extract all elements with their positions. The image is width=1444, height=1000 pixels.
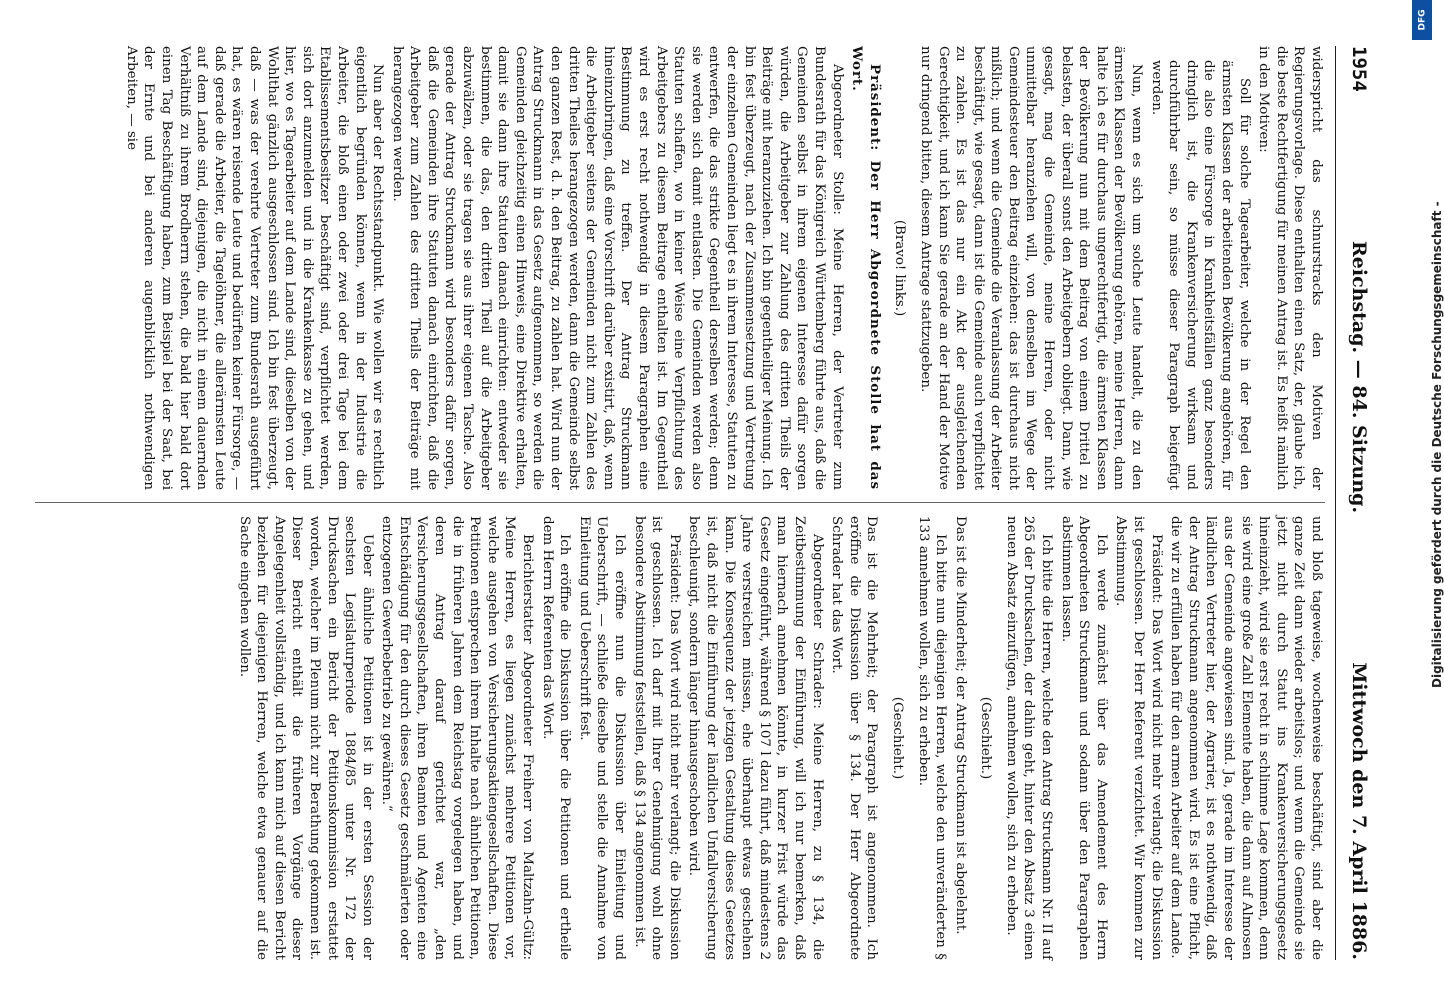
left-column	[35, 46, 1325, 490]
paragraph: Ich eröffne die Diskussion über die Petitionen und ertheile dem Herrn Referenten das Wort.	[539, 516, 573, 960]
paragraph: Ich bitte die Herren, welche den Antrag Struckmann Nr. II auf 265 der Drucksachen, der dahin geht, hinter den Absatz 3 einen neuen Absatz einzufügen, annehmen wollen, sich zu erheben.	[1003, 516, 1055, 960]
right-column	[35, 516, 1325, 960]
digitization-note: Digitalisierung gefördert durch die Deutsche Forschungsgemeinschaft -	[1430, 201, 1444, 688]
interjection: (Geschieht.)	[978, 696, 994, 780]
speaker-line: Abgeordneter Schrader: Meine Herren, zu § 134, die Zeitbestimmung der Einführung, will ich nur bemerken, daß man hiernach annehmen könnte, in kurzer Frist würde das Gesetz eingeführt, während § 107 l dazu führt, daß mindestens 2 Jahre verstreichen müssen, ehe überhaupt etwas geschehen kann. Die Konsequenz der jetzigen Gestaltung dieses Gesetzes ist, daß nicht die Einführung der ländlichen Unfallversicherung beschleunigt, sondern länger hinausgeschoben wird.	[686, 516, 825, 960]
paragraph: Nun, wenn es sich um solche Leute handelt, die zu den ärmsten Klassen der Bevölkerung gehören, meine Herren, dann halte ich es für durchaus ungerechtfertigt, die ärmsten Klassen der Bevölkerung nun mit dem Beitrag von einem Drittel zu belasten, der überall sonst den Arbeitgebern obliegt. Dann, wie gesagt, mag die Gemeinde, meine Herren, oder nicht unmittelbar heranziehen will, von denselben im Wege der Gemeindesteuer den Beitrag einziehen: das ist durchaus nicht mißlich; und wenn die Gemeinde die Veranlassung der Arbeiter beschäftigt, wie gesagt, dann ist die Gemeinde auch verpflichtet zu zahlen. Es ist das nur ein Akt der ausgleichenden Gerechtigkeit, und ich kann Sie gerade an der Hand der Motive nur dringend bitten, diesem Antrage stattzugeben.	[917, 46, 1145, 490]
paragraph: Ich werde zunächst über das Amendement des Herrn Abgeordneten Struckmann und sodann über den Paragraphen abstimmen lassen.	[1058, 516, 1109, 960]
digitization-sidebar	[1404, 0, 1444, 1000]
block-quote: Soll für solche Tagearbeiter, welche in der Regel den ärmsten Klassen der arbeitenden Bevölkerung angehören, für die also eine Fürsorge in Krankheitsfällen ganz besonders dringlich ist, die Krankenversicherung wirksam und durchführbar sein, so müsse dieser Paragraph beigefügt werden.	[1148, 60, 1252, 490]
speaker-line: Berichterstatter Abgeordneter Freiherr von Maltzahn-Gültz: Meine Herren, es liegen zunächst mehrere Petitionen vor, welche ausgehen von Versicherungsaktiengesellschaften. Diese Petitionen entsprechen ihrem Inhalte nach ähnlichen Petitionen, die in früheren Jahren dem Reichstag vorgelegen haben, und deren Antrag darauf gerichtet war, „den Versicherungsgesellschaften, ihren Beamten und Agenten eine Entschädigung für den durch dieses Gesetz geschmälerten oder entzogenen Gewerbebetrieb zu gewähren.“	[379, 516, 536, 960]
paragraph: Ich eröffne nun die Diskussion über Einleitung und Ueberschrift, — schließe dieselbe und stelle die Annahme von Einleitung und Ueberschrift fest.	[576, 516, 628, 960]
speaker-line: Präsident: Das Wort wird nicht mehr verlangt; die Diskussion ist geschlossen. Ich darf mit Ihrer Genehmigung wohl ohne besondere Abstimmung feststellen, daß § 134 angenommen ist.	[631, 516, 682, 960]
session-title: Reichstag. — 84. Sitzung.	[1348, 240, 1370, 514]
interjection: (Geschieht.)	[889, 696, 905, 780]
interjection: (Bravo! links.)	[892, 219, 908, 317]
paragraph: Das ist die Minderheit; der Antrag Struckmann ist abgelehnt.	[952, 516, 968, 935]
paragraph: widerspricht das schnurstracks den Motiven der Regierungsvorlage. Diese enthalten einen Satz, der, glaube ich, die beste Rechtfertigung für meinen Antrag ist. Es heißt nämlich in den Motiven:	[1256, 46, 1324, 490]
dfg-logo-text: DFG	[1417, 9, 1428, 31]
session-date: Mittwoch den 7. April 1886.	[1348, 662, 1370, 960]
speaker-line: Präsident: Der Herr Abgeordnete Stolle hat das Wort.	[849, 46, 883, 490]
paragraph: Nun aber der Rechtsstandpunkt. Wie wollen wir es rechtlich eigentlich begründen können, wenn in der Industrie die Arbeiter, die bloß einen oder zwei oder drei Tage bei dem Etablissementsbesitzer beschäftigt sind, verpflichtet werden, sich dort anzumelden und in die Krankenkasse zu gehen, und hier, wo es Tagearbeiter auf dem Lande sind, dieselben von der Wohlthat gänzlich ausgeschlossen sind. Ich bin fest überzeugt, daß — was der verehrte Vertreter zum Bundesrath ausgeführt hat, es wären reisende Leute und bedürften keiner Fürsorge, — daß gerade die Arbeiter, die Tagelöhner, die allerärmsten Leute auf dem Lande sind, diejenigen, die nicht in einem dauernden Verhältniß zu ihrem Brodherrn stehen, die bald hier bald dort einen Tag Beschäftigung haben, zum Beispiel bei der Saat, bei der Ernte und bei anderen augenblicklich nothwendigen Arbeiten, — sie	[123, 46, 386, 490]
paragraph: Ich bitte nun diejenigen Herren, welche den unveränderten § 133 annehmen wollen, sich zu erheben.	[915, 516, 949, 960]
paragraph: Das ist die Mehrheit; der Paragraph ist angenommen. Ich eröffne die Diskussion über § 134. Der Herr Abgeordnete Schrader hat das Wort.	[829, 516, 880, 960]
speaker-line: Präsident: Das Wort wird nicht mehr verlangt; die Diskussion ist geschlossen. Der Herr Referent verzichtet. Wir kommen zur Abstimmung.	[1113, 516, 1164, 960]
paragraph: und bloß tageweise, wochenweise beschäftigt, sind aber die ganze Zeit dann wieder arbeitslos; und wenn die Gemeinde sie jetzt nicht durch Statut ins Krankenversicherungsgesetz hineinzieht, wird sie erst recht in schlimme Lage kommen, denn sie wird eine große Zahl Elemente haben, die dann auf Almosen aus der Gemeinde angewiesen sind. Ja, gerade im Interesse der ländlichen Vertreter hier, der Agrarier, ist es nothwendig, daß der Antrag Struckmann angenommen wird. Es ist eine Pflicht, die wir zu erfüllen haben für den armen Arbeiter auf dem Lande.	[1168, 516, 1324, 960]
paragraph: Abgeordneter Stolle: Meine Herren, der Vertreter zum Bundesrath für das Königreich Württemberg führte aus, daß die Gemeinden selbst in ihrem eigenen Interesse dafür sorgen würden, die Arbeitgeber zur Zahlung des dritten Theils der Beiträge mit heranzuziehen. Ich bin gegentheiliger Meinung. Ich bin fest überzeugt, nach der Zusammensetzung und Vertretung der einzelnen Gemeinden liegt es in ihrem Interesse, Statuten zu entwerfen, die das strikte Gegentheil derselben werden; denn sie werden sich damit entlasten. Die Gemeinden werden also Statuten schaffen, wo in keiner Weise eine Verpflichtung des Arbeitgebers zu diesem Beitrage enthalten ist. Im Gegentheil wird es erst recht nothwendig in diesem Paragraphen eine Bestimmung zu treffen. Der Antrag Struckmann hineinzubringen, daß eine Vorschrift darüber existirt, daß, wenn die Arbeitgeber seitens der Gemeinden nicht zum Zahlen des dritten Theiles herangezogen werden, dann die Gemeinde selbst den ganzen Rest, d. h. den Beitrag, zu zahlen hat. Wird nun der Antrag Struckmann in das Gesetz aufgenommen, so werden die Gemeinden gleichzeitig einen Hinweis, eine Direktive erhalten, damit sie dann ihre Statuten danach einrichten: entweder sie bestimmen, die das, den dritten Theil auf die Arbeitgeber abzuwälzen, oder sie tragen sie aus ihrer eigenen Tasche. Also gerade der Antrag Struckmann wird besonders dafür sorgen, daß die Gemeinden ihre Statuten danach einrichten, daß die Arbeitgeber zum Zahlen des dritten Theils der Beiträge mit herangezogen werden.	[389, 46, 845, 490]
dfg-logo	[1412, 0, 1432, 40]
page-number: 1954	[1348, 46, 1370, 92]
paragraph: Ueber ähnliche Petitionen ist in der ersten Session der sechsten Legislaturperiode 1884/85 unter Nr. 172 der Drucksachen ein Bericht der Petitionskommission erstattet worden, welcher im Plenum nicht zur Berathung gekommen ist. Dieser Bericht enthält die früheren Vorgänge dieser Angelegenheit vollständig, und ich kann mich auf diesen Bericht beziehen für diejenigen Herren, welche etwa genauer auf die Sache eingehen wollen.	[236, 516, 375, 960]
page-header	[1335, 46, 1370, 960]
